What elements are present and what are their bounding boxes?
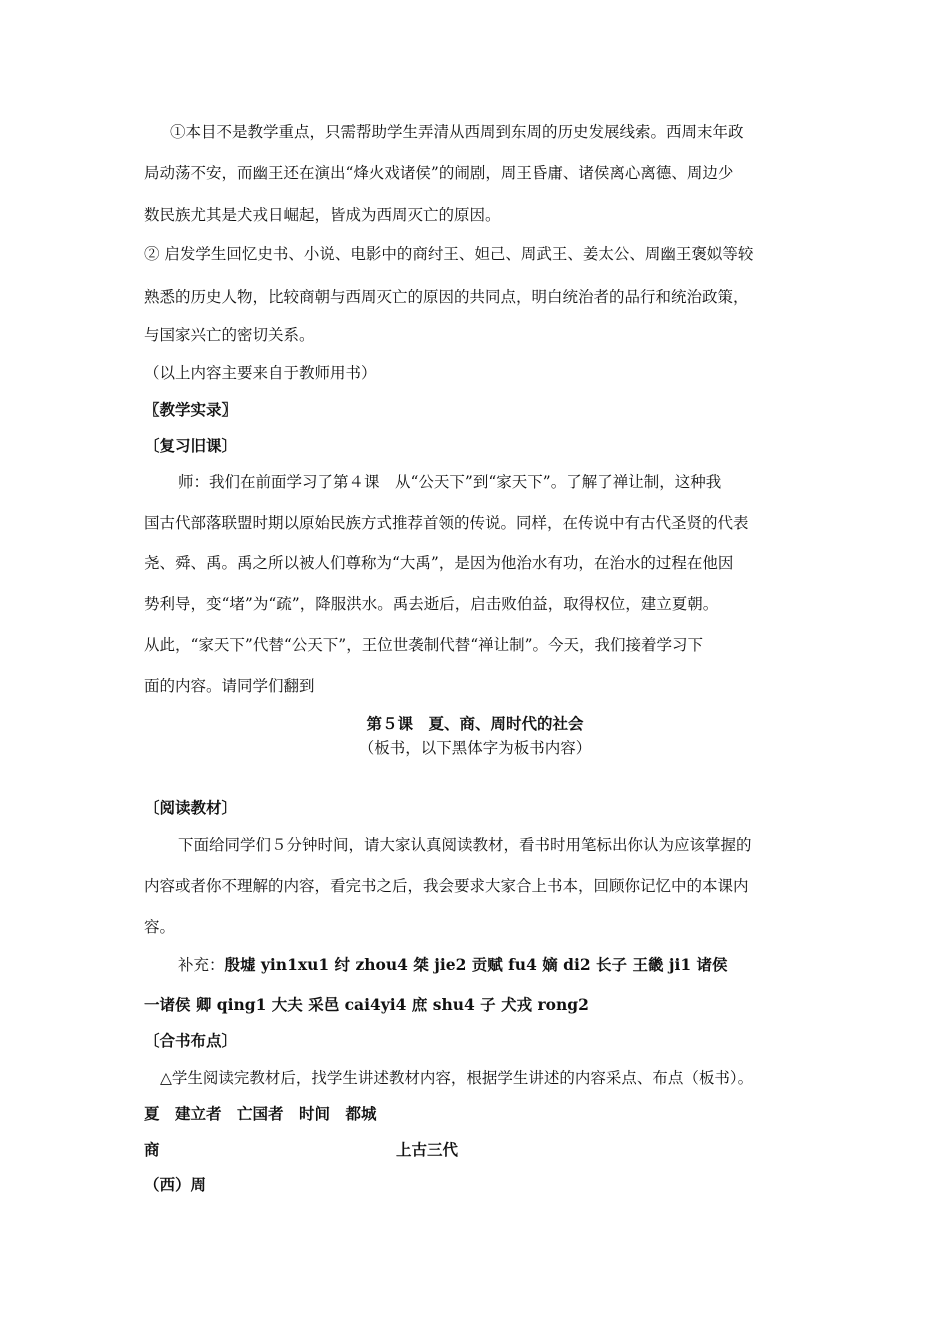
section-heading-record: 〖教学实录〗 [144,400,238,419]
body-text-line: ①本目不是教学重点，只需帮助学生弄清从西周到东周的历史发展线索。西周末年政 [170,123,744,141]
body-text-line: △学生阅读完教材后，找学生讲述教材内容，根据学生讲述的内容采点、布点（板书）。 [160,1069,754,1087]
board-shang: 商 [144,1140,160,1159]
supplement-label: 补充： [178,956,225,974]
body-text-line: 面的内容。请同学们翻到 [144,677,315,695]
section-heading-reading: 〔阅读教材〕 [144,798,238,817]
board-row-xia: 夏 建立者 亡国者 时间 都城 [144,1104,377,1123]
body-text-line: 尧、舜、禹。禹之所以被人们尊称为“大禹”，是因为他治水有功，在治水的过程在他因 [144,554,734,572]
supplement-terms: 殷墟 yin1xu1 纣 zhou4 桀 jie2 贡赋 fu4 嫡 di2 长子 王畿 ji1 诸侯 [224,955,728,974]
body-text-line: ② 启发学生回忆史书、小说、电影中的商纣王、妲己、周武王、姜太公、周幽王褒姒等较 [144,245,754,263]
supplement-line [178,955,728,975]
body-text-line: 熟悉的历史人物，比较商朝与西周灭亡的原因的共同点，明白统治者的品行和统治政策， [144,288,749,306]
body-text-line: 容。 [144,918,176,936]
body-text-line: 势利导，变“堵”为“疏”，降服洪水。禹去逝后，启击败伯益，取得权位，建立夏朝。 [144,595,719,613]
body-text-line: 数民族尤其是犬戎日崛起，皆成为西周灭亡的原因。 [144,206,501,224]
body-text-line: 国古代部落联盟时期以原始民族方式推荐首领的传说。同样，在传说中有古代圣贤的代表 [144,514,749,532]
body-text-line: 下面给同学们５分钟时间，请大家认真阅读教材，看书时用笔标出你认为应该掌握的 [178,836,752,854]
supplement-line: 一诸侯 卿 qing1 大夫 采邑 cai4yi4 庶 shu4 子 犬戎 rong2 [144,995,589,1014]
section-heading-review: 〔复习旧课〕 [144,436,238,455]
body-text-line: 内容或者你不理解的内容，看完书之后，我会要求大家合上书本，回顾你记忆中的本课内 [144,877,749,895]
lesson-subtitle: （板书，以下黑体字为板书内容） [358,739,592,757]
body-text-line: 与国家兴亡的密切关系。 [144,326,315,344]
board-shanggu: 上古三代 [396,1140,459,1159]
section-heading-layout: 〔合书布点〕 [144,1031,238,1050]
board-zhou: （西）周 [144,1175,207,1194]
source-note: （以上内容主要来自于教师用书） [144,364,377,382]
body-text-line: 从此，“家天下”代替“公天下”，王位世袭制代替“禅让制”。今天，我们接着学习下 [144,636,704,654]
body-text-line: 局动荡不安，而幽王还在演出“烽火戏诸侯”的闹剧，周王昏庸、诸侯离心离德、周边少 [144,164,734,182]
lesson-title: 第５课 夏、商、周时代的社会 [366,714,584,733]
body-text-line: 师：我们在前面学习了第４课 从“公天下”到“家天下”。了解了禅让制，这种我 [178,473,722,491]
